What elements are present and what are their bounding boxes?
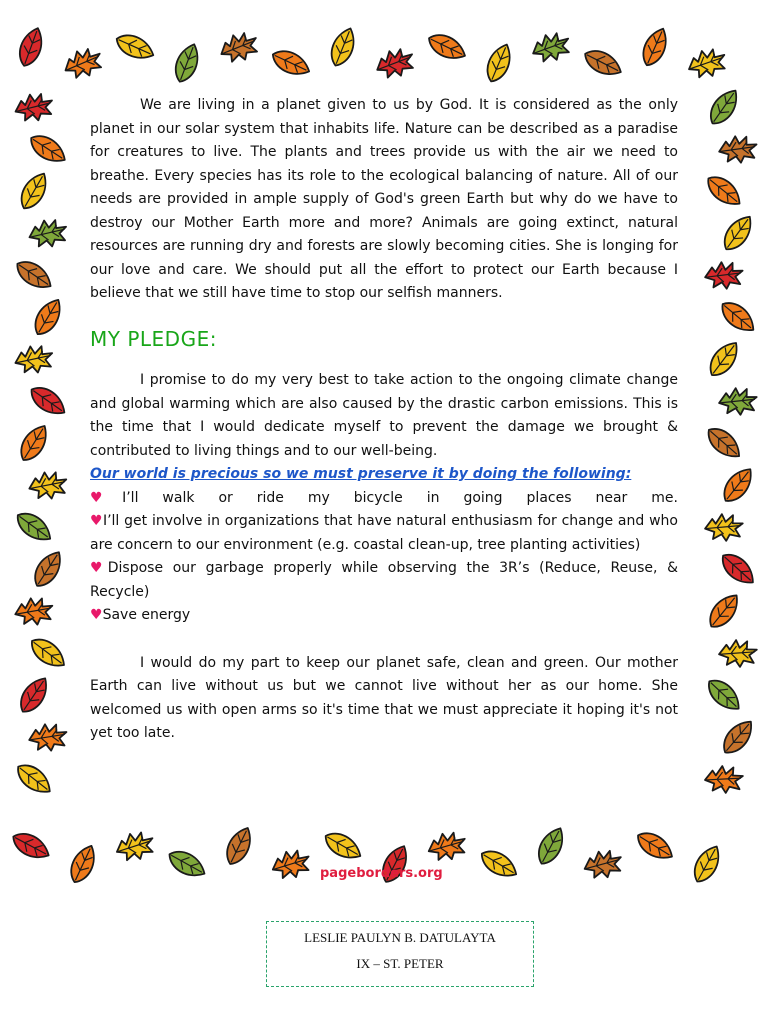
autumn-leaf-icon [710,291,765,344]
autumn-leaf-icon [711,542,765,595]
autumn-leaf-icon [712,206,763,261]
autumn-leaf-icon [23,542,73,597]
autumn-leaf-icon [8,87,60,127]
heart-icon: ♥ [90,513,103,529]
autumn-leaf-icon [316,821,371,870]
bullet-item: ♥Save energy [90,607,191,623]
autumn-leaf-icon [371,836,419,891]
closing-paragraph: I would do my part to keep our planet safe, clean and green. Our mother Earth can live without us but we cannot live without her as our home. She welcomed us with open arms so it's time that we must appreciate it hoping it's not yet too late. [90,654,678,741]
pledge-paragraph: I promise to do my very best to take action to the ongoing climate change and global warming which are also caused by the drastic carbon emissions. This is the time that I would dedicate myself to prevent the damage we brought & contributed to living things and to our well-being. [90,372,678,459]
bullet-item: ♥Dispose our garbage properly while observing the 3R’s (Reduce, Reuse, & Recycle) [90,560,678,600]
autumn-leaf-icon [264,40,318,87]
autumn-leaf-icon [20,627,75,679]
autumn-leaf-icon [8,340,59,379]
student-section: IX – ST. PETER [356,956,444,971]
autumn-leaf-icon [8,592,59,630]
autumn-leaf-icon [160,839,215,888]
autumn-leaf-icon [265,843,318,885]
autumn-leaf-icon [713,384,762,419]
autumn-leaf-icon [165,37,209,91]
autumn-leaf-icon [8,668,59,723]
autumn-leaf-icon [20,124,75,174]
autumn-leaf-icon [9,21,53,74]
autumn-leaf-icon [420,24,474,71]
autumn-leaf-icon [628,821,683,871]
autumn-leaf-icon [20,376,75,427]
heart-icon: ♥ [90,489,123,506]
autumn-leaf-icon [9,164,58,219]
watermark-text: pageborders.org [320,866,443,881]
autumn-leaf-icon [22,213,74,253]
autumn-leaf-icon [713,131,763,167]
autumn-leaf-icon [56,41,110,87]
autumn-leaf-icon [23,719,73,756]
bullet-item: ♥I’ll get involve in organizations that have natural enthusiasm for change and who are concern to our environment (e.g. coastal clean-up, tree planting activities) [90,513,678,553]
autumn-leaf-icon [698,80,749,135]
autumn-leaf-icon [576,40,631,88]
world-heading: Our world is precious so we must preserve it by doing the following: [90,466,632,482]
autumn-leaf-icon [527,818,575,873]
autumn-leaf-icon [108,24,162,70]
autumn-leaf-icon [9,416,59,471]
bullet-item: ♥I’ll walk or ride my bicycle in going places near me. [90,489,678,506]
essay-body [90,94,678,746]
autumn-leaf-icon [711,710,764,765]
autumn-leaf-icon [524,25,577,69]
autumn-leaf-icon [632,20,678,74]
autumn-leaf-icon [212,25,266,70]
signature-box [266,921,534,987]
heart-icon: ♥ [90,560,108,576]
student-name: LESLIE PAULYN B. DATULAYTA [304,930,496,945]
autumn-leaf-icon [60,837,107,891]
heart-icon: ♥ [90,607,103,623]
autumn-leaf-icon [476,36,522,90]
autumn-leaf-icon [712,458,764,513]
autumn-leaf-icon [6,753,61,805]
autumn-leaf-icon [577,843,629,884]
pledge-title: MY PLEDGE: [90,326,217,351]
autumn-leaf-icon [320,21,365,75]
autumn-leaf-icon [4,822,59,870]
autumn-leaf-icon [368,41,422,85]
autumn-leaf-icon [714,636,762,669]
intro-paragraph: We are living in a planet given to us by God. It is considered as the only planet in our solar system that inhabits life. Nature can be described as a paradise for creatures to live. The plants and trees provide us with the air we need to breathe. Every species has its role to the ecological balancing of nature. All of our needs are provided in ample supply of God's green Earth but why do we have to destroy our Mother Earth more and more? Animals are going extinct, natural resources are running dry and forests are slowly becoming cities. She is longing for our love and care. We should put all the effort to protect our Earth because I believe that we still have time to stop our selfish manners. [90,97,678,301]
autumn-leaf-icon [215,819,262,873]
autumn-leaf-icon [700,763,748,795]
autumn-leaf-icon [472,839,527,888]
autumn-leaf-icon [683,836,732,891]
autumn-leaf-icon [108,824,161,867]
autumn-leaf-icon [680,42,733,85]
autumn-leaf-icon [699,510,747,544]
autumn-leaf-icon [23,290,72,345]
autumn-leaf-icon [699,257,748,292]
autumn-leaf-icon [421,825,473,867]
autumn-leaf-icon [22,466,73,504]
